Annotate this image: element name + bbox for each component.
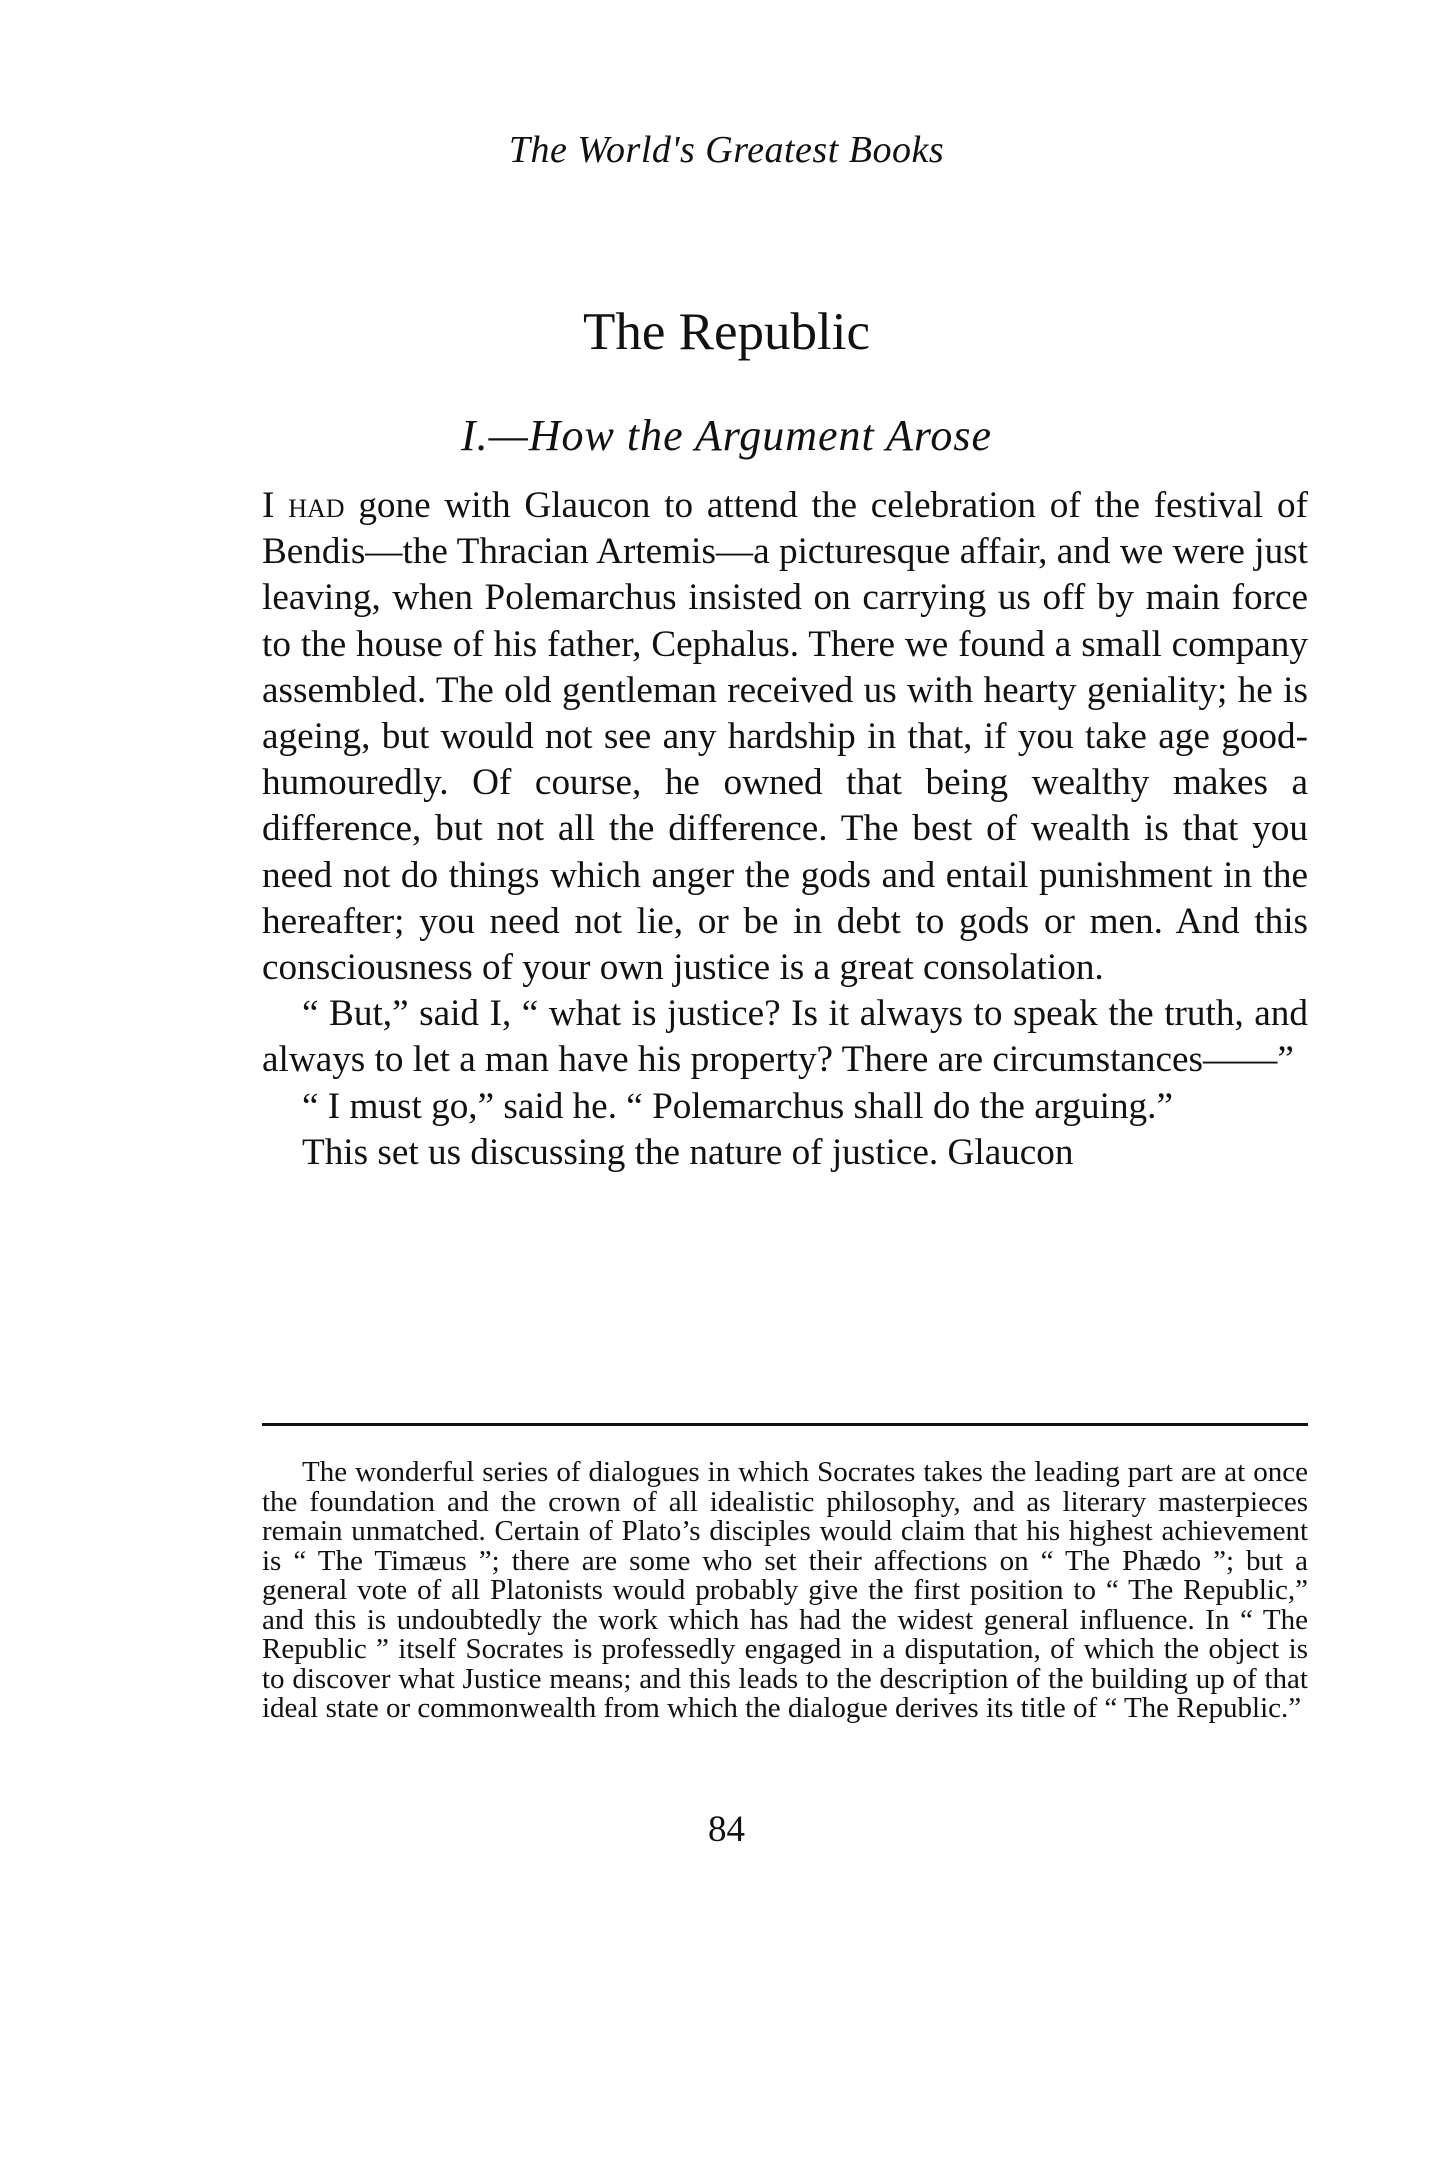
running-head: The World's Greatest Books [508,129,945,171]
paragraph-2: “ But,” said I, “ what is justice? Is it always to speak the truth, and always to let a man have his property? There are circumstances——” [262,993,1308,1081]
body-text [262,483,1308,1176]
footnote: The wonderful series of dialogues in which Socrates takes the leading part are at once the foundation and the crown of all idealistic philosophy, and as literary masterpieces remain unmatched. Certain of Plato’s disciples would claim that his highest achievement is “ The Timæus ”; there are some who set their affections on “ The Phædo ”; but a general vote of all Platonists would probably give the first position to “ The Republic,” and this is undoubtedly the work which has had the widest general influence. In “ The Republic ” itself Socrates is professedly engaged in a disputation, of which the object is to discover what Justice means; and this leads to the description of the building up of that ideal state or commonwealth from which the dialogue derives its title of “ The Republic.” [262,1456,1308,1724]
paragraph-4: This set us discussing the nature of justice. Glaucon [302,1131,1074,1173]
page-number: 84 [708,1809,745,1850]
paragraph-1-text: gone with Glaucon to attend the celebration of the festival of Bendis—the Thracian Artemis—a picturesque affair, and we were just leaving, when Polemarchus insisted on carrying us off by main force to the house of his father, Cephalus. There we found a small company assembled. The old gentleman received us with hearty geniality; he is ageing, but would not see any hardship in that, if you take age good-humouredly. Of course, he owned that being wealthy makes a difference, but not all the difference. The best of wealth is that you need not do things which anger the gods and entail punishment in the hereafter; you need not lie, or be in debt to gods or men. And this consciousness of your own justice is a great consolation. [262,485,1309,989]
drop-word: I had [262,485,345,526]
chapter-title: The Republic [583,303,870,361]
section-heading: I.—How the Argument Arose [461,411,992,460]
paragraph-3: “ I must go,” said he. “ Polemarchus shall do the arguing.” [302,1085,1173,1127]
footnote-divider [262,1423,1308,1426]
paragraph-1 [262,483,1308,991]
